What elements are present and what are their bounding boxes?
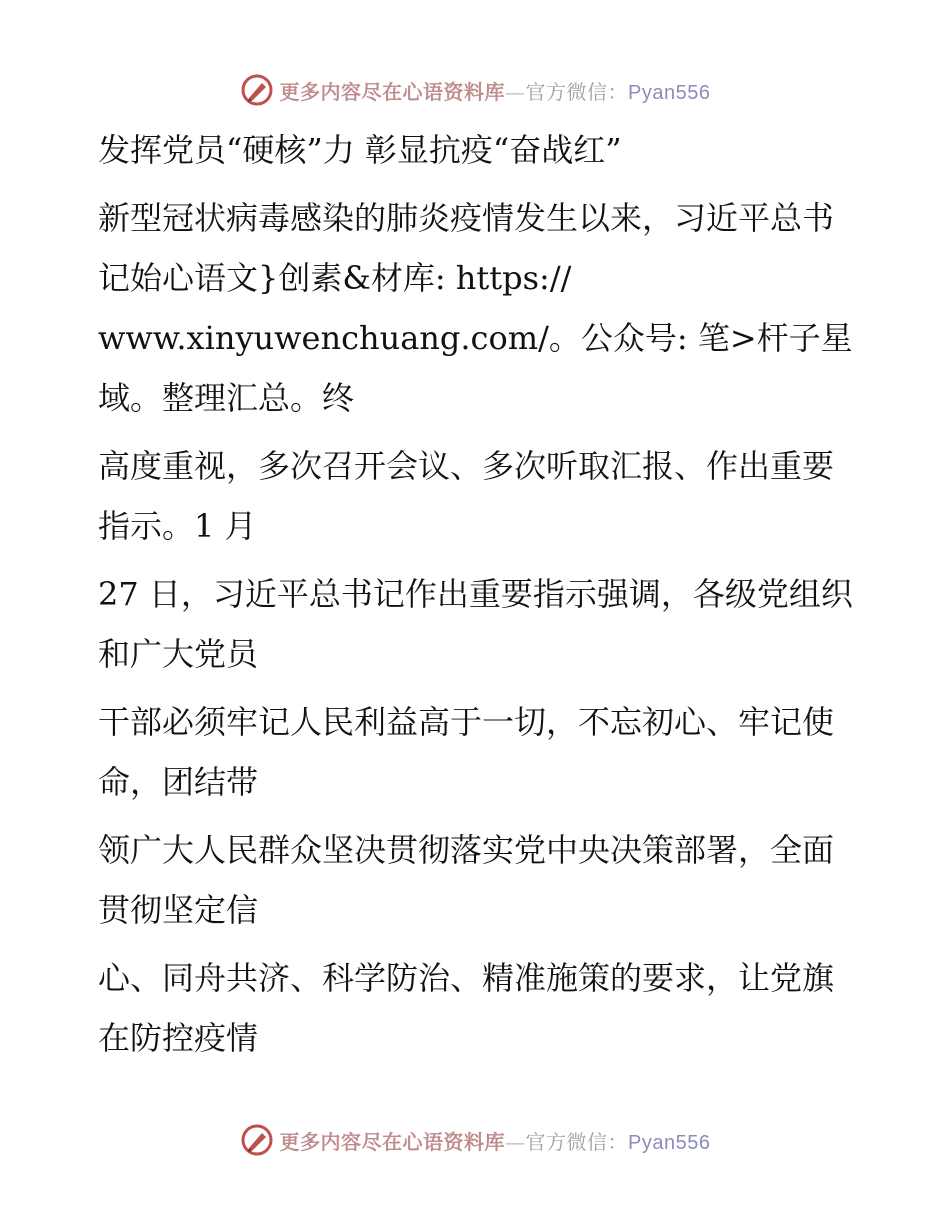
header-watermark xyxy=(0,70,950,110)
pen-nib-logo-icon xyxy=(240,1123,274,1157)
watermark-wechat-label: 官方微信： xyxy=(525,79,629,104)
paragraph-4: 干部必须牢记人民利益高于一切，不忘初心、牢记使命，团结带 xyxy=(98,703,835,801)
document-body xyxy=(98,120,858,1068)
watermark-wechat-id: Pyan556 xyxy=(628,1131,711,1154)
document-title: 发挥党员“硬核”力 彰显抗疫“奋战红” xyxy=(98,131,622,169)
paragraph-5: 领广大人民群众坚决贯彻落实党中央决策部署，全面贯彻坚定信 xyxy=(98,831,835,929)
paragraph-2: 高度重视，多次召开会议、多次听取汇报、作出重要指示。1 月 xyxy=(98,447,835,545)
watermark-wechat-id: Pyan556 xyxy=(628,81,711,104)
watermark-text xyxy=(280,76,711,105)
paragraph-1: 新型冠状病毒感染的肺炎疫情发生以来，习近平总书记始心语文}创素&材库: https:// www.xinyuwenchuang.com/。公众号: 笔>杆子星域。整理汇总。终 xyxy=(98,199,853,417)
watermark-text xyxy=(280,1126,711,1155)
watermark-main: 更多内容尽在心语资料库 xyxy=(279,1129,506,1154)
paragraph-6: 心、同舟共济、科学防治、精准施策的要求，让党旗在防控疫情 xyxy=(98,959,835,1057)
watermark-separator: — xyxy=(505,1129,526,1154)
paragraph-3: 27 日，习近平总书记作出重要指示强调，各级党组织和广大党员 xyxy=(98,575,853,673)
watermark-main: 更多内容尽在心语资料库 xyxy=(279,79,506,104)
pen-nib-logo-icon xyxy=(240,73,274,107)
watermark-separator: — xyxy=(505,79,526,104)
watermark-wechat-label: 官方微信： xyxy=(525,1129,629,1154)
footer-watermark xyxy=(0,1120,950,1160)
